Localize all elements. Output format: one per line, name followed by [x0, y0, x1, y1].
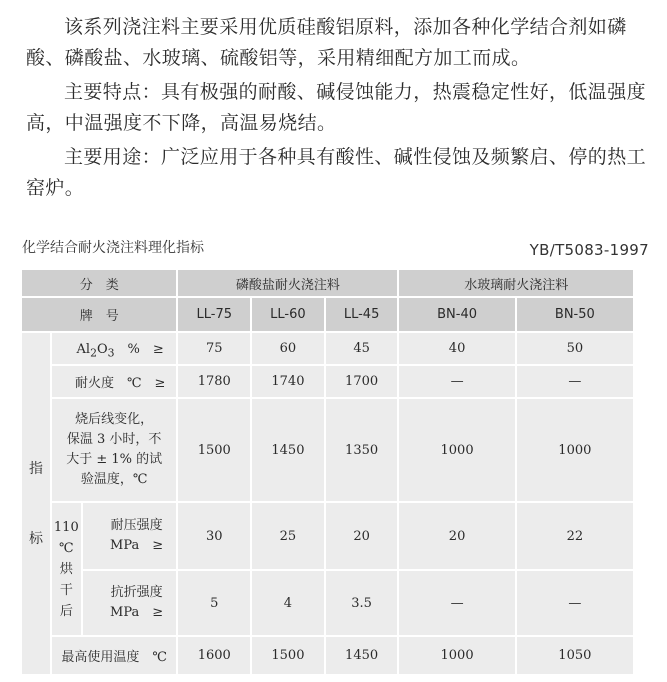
index-label-2: 标 [28, 530, 43, 547]
table-row [21, 570, 634, 636]
grade-ll60: LL-60 [251, 297, 325, 332]
value-maxtemp-ll75: 1600 [177, 636, 251, 675]
value-maxtemp-ll60: 1500 [251, 636, 325, 675]
value-linear-ll75: 1500 [177, 398, 251, 502]
value-linear-ll60: 1450 [251, 398, 325, 502]
label-compressive: 耐压强度 MPa ≥ [82, 502, 178, 570]
value-refractoriness-bn40: — [398, 365, 515, 398]
value-refractoriness-ll45: 1700 [325, 365, 399, 398]
value-flexural-ll45: 3.5 [325, 570, 399, 636]
index-label [21, 332, 51, 675]
group-waterglass: 水玻璃耐火浇注料 [398, 269, 634, 297]
label-refractoriness: 耐火度 ℃ ≥ [51, 365, 178, 398]
value-al2o3-bn50: 50 [516, 332, 634, 365]
index-label-1: 指 [28, 460, 43, 477]
table-row [21, 332, 634, 365]
value-flexural-bn50: — [516, 570, 634, 636]
value-al2o3-ll45: 45 [325, 332, 399, 365]
value-refractoriness-ll75: 1780 [177, 365, 251, 398]
value-linear-bn40: 1000 [398, 398, 515, 502]
value-compressive-ll75: 30 [177, 502, 251, 570]
intro-paragraph-uses: 主要用途：广泛应用于各种具有酸性、碱性侵蚀及频繁启、停的热工窑炉。 [26, 146, 647, 199]
value-al2o3-bn40: 40 [398, 332, 515, 365]
drying-label: 110 ℃ 烘 干 后 [51, 502, 82, 636]
grade-ll45: LL-45 [325, 297, 399, 332]
value-maxtemp-bn40: 1000 [398, 636, 515, 675]
table-row [21, 502, 634, 570]
value-flexural-ll60: 4 [251, 570, 325, 636]
value-compressive-ll45: 20 [325, 502, 399, 570]
value-al2o3-ll75: 75 [177, 332, 251, 365]
standard-number: YB/T5083-1997 [529, 241, 649, 259]
label-flexural: 抗折强度 MPa ≥ [82, 570, 178, 636]
label-linear-change: 烧后线变化， 保温 3 小时，不 大于 ± 1% 的试 验温度，℃ [51, 398, 178, 502]
header-row-grade [21, 297, 634, 332]
value-maxtemp-bn50: 1050 [516, 636, 634, 675]
table-title: 化学结合耐火浇注料理化指标 [22, 240, 204, 256]
value-compressive-ll60: 25 [251, 502, 325, 570]
group-phosphate: 磷酸盐耐火浇注料 [177, 269, 398, 297]
value-refractoriness-bn50: — [516, 365, 634, 398]
table-row [21, 365, 634, 398]
value-linear-bn50: 1000 [516, 398, 634, 502]
value-flexural-ll75: 5 [177, 570, 251, 636]
value-compressive-bn40: 20 [398, 502, 515, 570]
value-refractoriness-ll60: 1740 [251, 365, 325, 398]
label-al2o3: $Al_2O_3$ % ≥ [51, 332, 178, 365]
grade-bn40: BN-40 [398, 297, 515, 332]
grade-bn50: BN-50 [516, 297, 634, 332]
intro-text [26, 12, 656, 207]
label-max-temp: 最高使用温度 ℃ [51, 636, 178, 675]
header-row-category [21, 269, 634, 297]
value-al2o3-ll60: 60 [251, 332, 325, 365]
value-linear-ll45: 1350 [325, 398, 399, 502]
value-maxtemp-ll45: 1450 [325, 636, 399, 675]
table-row [21, 398, 634, 502]
spec-table [20, 268, 635, 676]
category-label: 分 类 [21, 269, 177, 297]
intro-paragraph-features: 主要特点：具有极强的耐酸、碱侵蚀能力，热震稳定性好，低温强度高，中温强度不下降，高温易烧结。 [26, 81, 647, 134]
table-row [21, 636, 634, 675]
grade-label: 牌 号 [21, 297, 177, 332]
value-flexural-bn40: — [398, 570, 515, 636]
value-compressive-bn50: 22 [516, 502, 634, 570]
grade-ll75: LL-75 [177, 297, 251, 332]
intro-paragraph-composition: 该系列浇注料主要采用优质硅酸铝原料，添加各种化学结合剂如磷酸、磷酸盐、水玻璃、硫酸铝等，采用精细配方加工而成。 [26, 16, 627, 69]
